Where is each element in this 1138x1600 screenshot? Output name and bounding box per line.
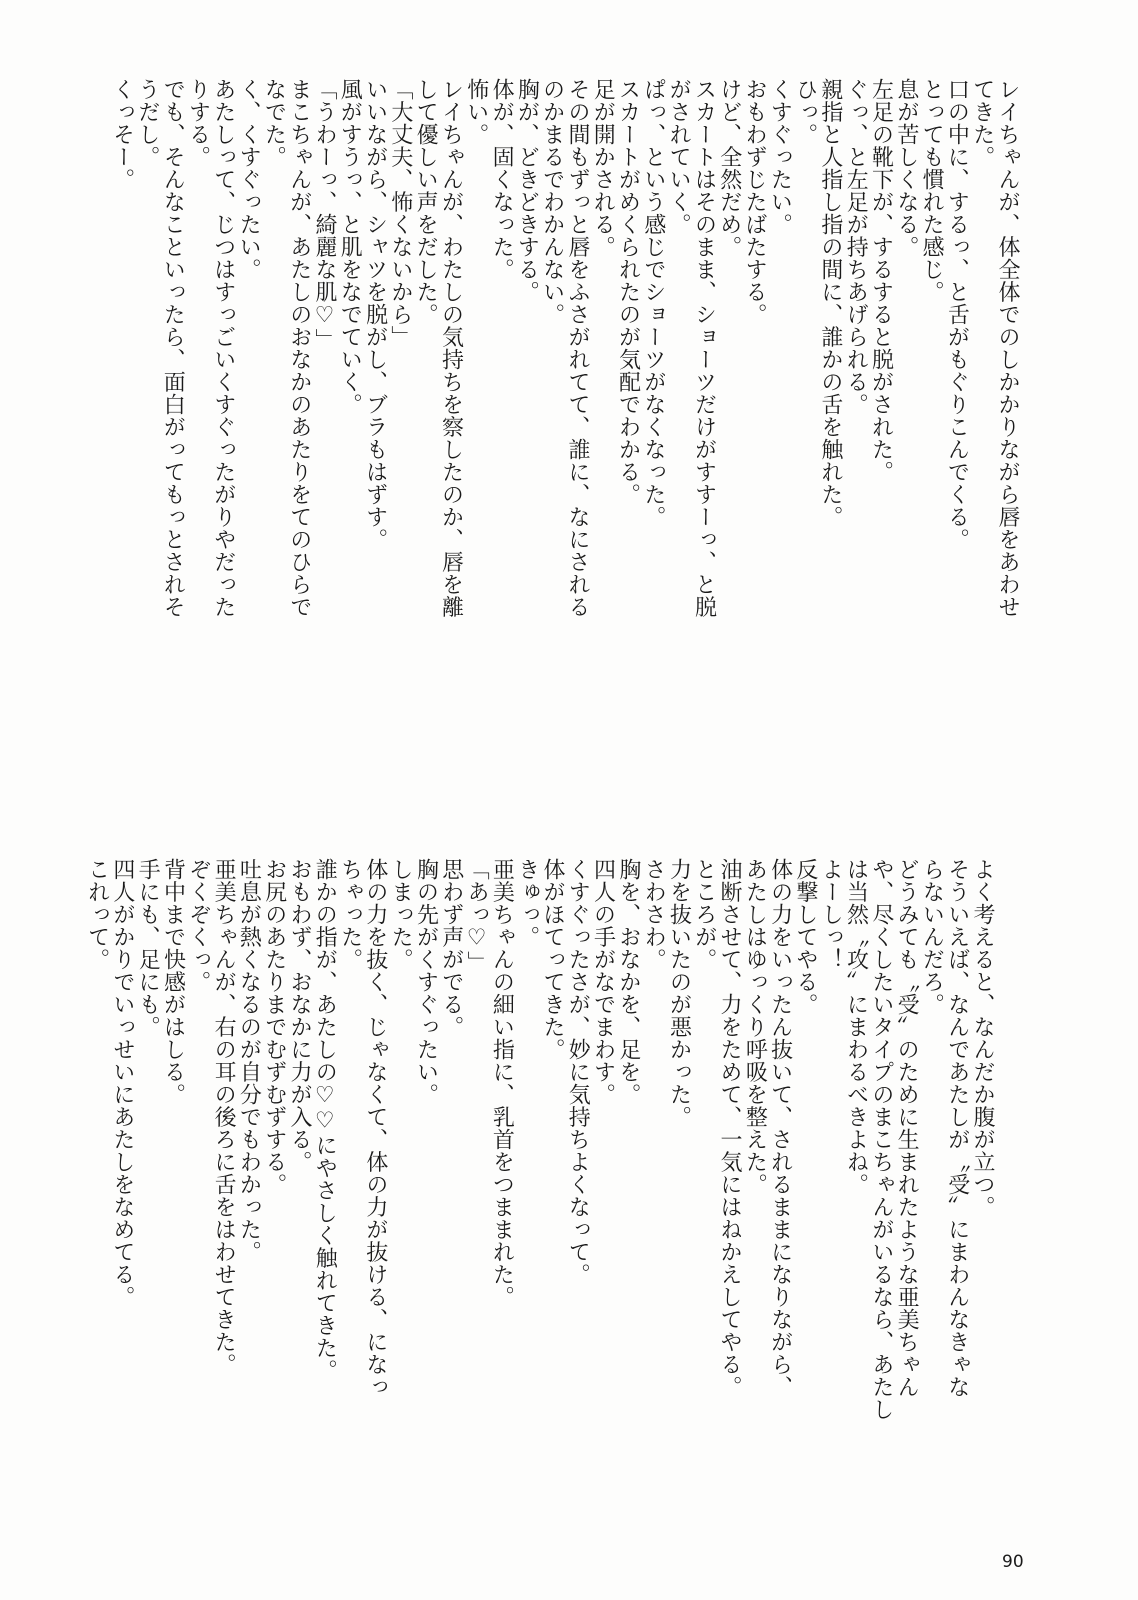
- text-line: 「うわーっ、綺麗な肌♡」: [311, 78, 337, 351]
- text-line: 力を抜いたのが悪かった。: [666, 858, 692, 1128]
- text-line: しまった。: [388, 858, 414, 971]
- text-line: 四人がかりでいっせいにあたしをなめてる。: [109, 858, 135, 1308]
- text-line: 誰かの指が、あたしの♡♡にやさしく触れてきた。: [312, 858, 338, 1382]
- text-line: お尻のあたりまでむずむずする。: [261, 858, 287, 1196]
- text-line: がされていく。: [666, 78, 692, 236]
- text-line: 胸が、どきどきする。: [514, 78, 540, 303]
- text-line: 体が、固くなった。: [489, 78, 515, 281]
- text-line: いいながら、シャツを脱がし、ブラもはずす。: [362, 78, 388, 551]
- text-line: おもわずじたばたする。: [742, 78, 768, 326]
- text-line: おもわず、おなかに力が入る。: [286, 858, 312, 1173]
- text-block-top: [109, 78, 1020, 618]
- text-line: 反撃してやる。: [792, 858, 818, 1016]
- text-line: 左足の靴下が、するすると脱がされた。: [868, 78, 894, 483]
- text-line: さわさわ。: [641, 858, 667, 971]
- text-line: なでた。: [261, 78, 287, 168]
- text-line: ぐっ、と左足が持ちあげられる。: [843, 78, 869, 416]
- text-line: 「あっ♡」: [464, 858, 490, 974]
- text-line: 油断させて、力をためて、一気にはねかえしてやる。: [717, 858, 743, 1398]
- text-line: よく考えると、なんだか腹が立つ。: [970, 858, 995, 1218]
- text-line: 吐息が熱くなるのが自分でもわかった。: [236, 858, 262, 1263]
- text-line: して優しい声をだした。: [413, 78, 439, 326]
- text-line: 息が苦しくなる。: [893, 78, 919, 258]
- text-line: 体の力をいったん抜いて、されるままになりながら、: [767, 858, 793, 1398]
- text-line: く、くすぐったい。: [236, 78, 262, 281]
- text-line: 「大丈夫、怖くないから」: [387, 78, 413, 348]
- text-line: ところが。: [691, 858, 717, 971]
- text-line: あたしって、じつはすっごいくすぐったがりやだった: [210, 78, 236, 618]
- text-line: スカートはそのまま、ショーツだけがすすーっ、と脱: [691, 78, 717, 618]
- text-line: 体がほてってきた。: [539, 858, 565, 1061]
- text-line: レイちゃんが、体全体でのしかかりながら唇をあわせ: [995, 78, 1020, 618]
- text-line: 亜美ちゃんが、右の耳の後ろに舌をはわせてきた。: [211, 858, 237, 1376]
- page-number: 90: [1002, 1552, 1024, 1572]
- text-line: 口の中に、するっ、と舌がもぐりこんでくる。: [944, 78, 970, 551]
- text-line: どうみても〝受〟のために生まれたような亜美ちゃん: [894, 858, 920, 1398]
- text-line: その間もずっと唇をふさがれてて、誰に、なにされる: [564, 78, 590, 618]
- text-line: のかまるでわかんない。: [539, 78, 565, 326]
- text-line: とっても慣れた感じ。: [919, 78, 945, 303]
- text-line: ぱっ、という感じでショーツがなくなった。: [640, 78, 666, 528]
- text-line: でも、そんなこといったら、面白がってもっとされそ: [160, 78, 186, 618]
- text-line: くっそー。: [109, 78, 135, 191]
- text-line: てきた。: [969, 78, 995, 168]
- text-line: 背中まで快感がはしる。: [160, 858, 186, 1106]
- text-line: まこちゃんが、あたしのおなかのあたりをてのひらで: [286, 78, 312, 618]
- text-line: これって。: [84, 858, 110, 971]
- text-line: けど、全然だめ。: [716, 78, 742, 258]
- text-line: や、尽くしたいタイプのまこちゃんがいるなら、あたし: [868, 858, 894, 1421]
- text-line: 体の力を抜く、じゃなくて、体の力が抜ける、になっ: [362, 858, 388, 1398]
- text-line: レイちゃんが、わたしの気持ちを察したのか、唇を離: [438, 78, 464, 618]
- text-line: そういえば、なんであたしが〝受〟にまわんなきゃな: [944, 858, 970, 1398]
- text-line: りする。: [185, 78, 211, 168]
- text-line: は当然〝攻〟にまわるべきよね。: [843, 858, 869, 1196]
- text-block-bottom: [84, 858, 995, 1421]
- text-line: 足が開かされる。: [590, 78, 616, 258]
- text-line: うだし。: [134, 78, 160, 168]
- text-line: 親指と人指し指の間に、誰かの舌を触れた。: [817, 78, 843, 528]
- text-line: 風がすうっ、と肌をなでていく。: [337, 78, 363, 416]
- text-line: スカートがめくられたのが気配でわかる。: [615, 78, 641, 506]
- text-line: あたしはゆっくり呼吸を整えた。: [742, 858, 768, 1196]
- text-line: よーしっ！: [818, 858, 844, 971]
- text-line: 四人の手がなでまわす。: [590, 858, 616, 1106]
- text-line: 思わず声がでる。: [438, 858, 464, 1038]
- text-line: 怖い。: [463, 78, 489, 146]
- text-line: ひっ。: [792, 78, 818, 146]
- text-line: 亜美ちゃんの細い指に、乳首をつままれた。: [489, 858, 515, 1308]
- text-line: 胸を、おなかを、足を。: [615, 858, 641, 1106]
- text-line: ちゃった。: [337, 858, 363, 971]
- text-line: くすぐったさが、妙に気持ちよくなって。: [565, 858, 591, 1286]
- text-line: 胸の先がくすぐったい。: [413, 858, 439, 1106]
- text-line: くすぐったい。: [767, 78, 793, 236]
- text-line: 手にも、足にも。: [135, 858, 161, 1038]
- text-line: きゅっ。: [514, 858, 540, 948]
- text-line: らないんだろ。: [919, 858, 945, 1016]
- text-line: ぞくぞくっ。: [185, 858, 211, 993]
